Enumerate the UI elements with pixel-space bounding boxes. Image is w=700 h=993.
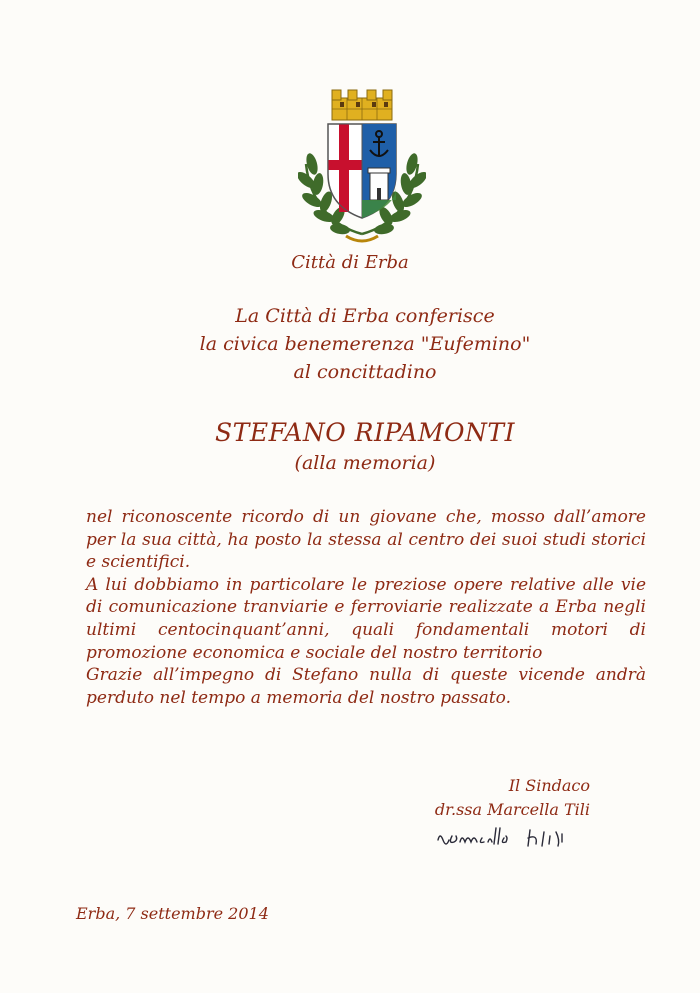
- heading-line: la civica benemerenza "Eufemino": [199, 333, 531, 355]
- mayor-title: Il Sindaco: [508, 776, 590, 795]
- honoree-name: STEFANO RIPAMONTI: [215, 418, 515, 447]
- issue-date: Erba, 7 settembre 2014: [76, 904, 269, 923]
- citation-line: ultimi centocinquant’anni, quali fondamentali motori di: [86, 619, 646, 640]
- heading-line: al concittadino: [293, 361, 437, 383]
- citation-line: e scientifici.: [86, 552, 191, 573]
- award-heading: [0, 302, 700, 386]
- citation-line: Grazie all’impegno di Stefano nulla di queste vicende andrà: [86, 665, 646, 686]
- honoree-note: (alla memoria): [294, 452, 436, 474]
- citation-line: promozione economica e sociale del nostro territorio: [86, 642, 543, 663]
- citation-body: [86, 506, 646, 709]
- handwritten-signature: [434, 824, 604, 854]
- citation-line: A lui dobbiamo in particolare le preziose opere relative alle vie: [86, 574, 646, 595]
- citation-line: per la sua città, ha posto la stessa al centro dei suoi studi storici: [86, 529, 646, 550]
- shield-icon: [328, 124, 396, 218]
- mayor-name: dr.ssa Marcella Tili: [434, 800, 590, 819]
- signoff-block: [400, 774, 590, 822]
- mural-crown-icon: [332, 90, 392, 120]
- city-coat-of-arms-icon: [298, 84, 426, 250]
- citation-line: perduto nel tempo a memoria del nostro passato.: [86, 687, 511, 708]
- heading-line: La Città di Erba conferisce: [235, 305, 495, 327]
- city-name: Città di Erba: [291, 252, 409, 273]
- citation-line: di comunicazione tranviarie e ferroviarie realizzate a Erba negli: [86, 597, 646, 618]
- citation-line: nel riconoscente ricordo di un giovane che, mosso dall’amore: [86, 507, 646, 527]
